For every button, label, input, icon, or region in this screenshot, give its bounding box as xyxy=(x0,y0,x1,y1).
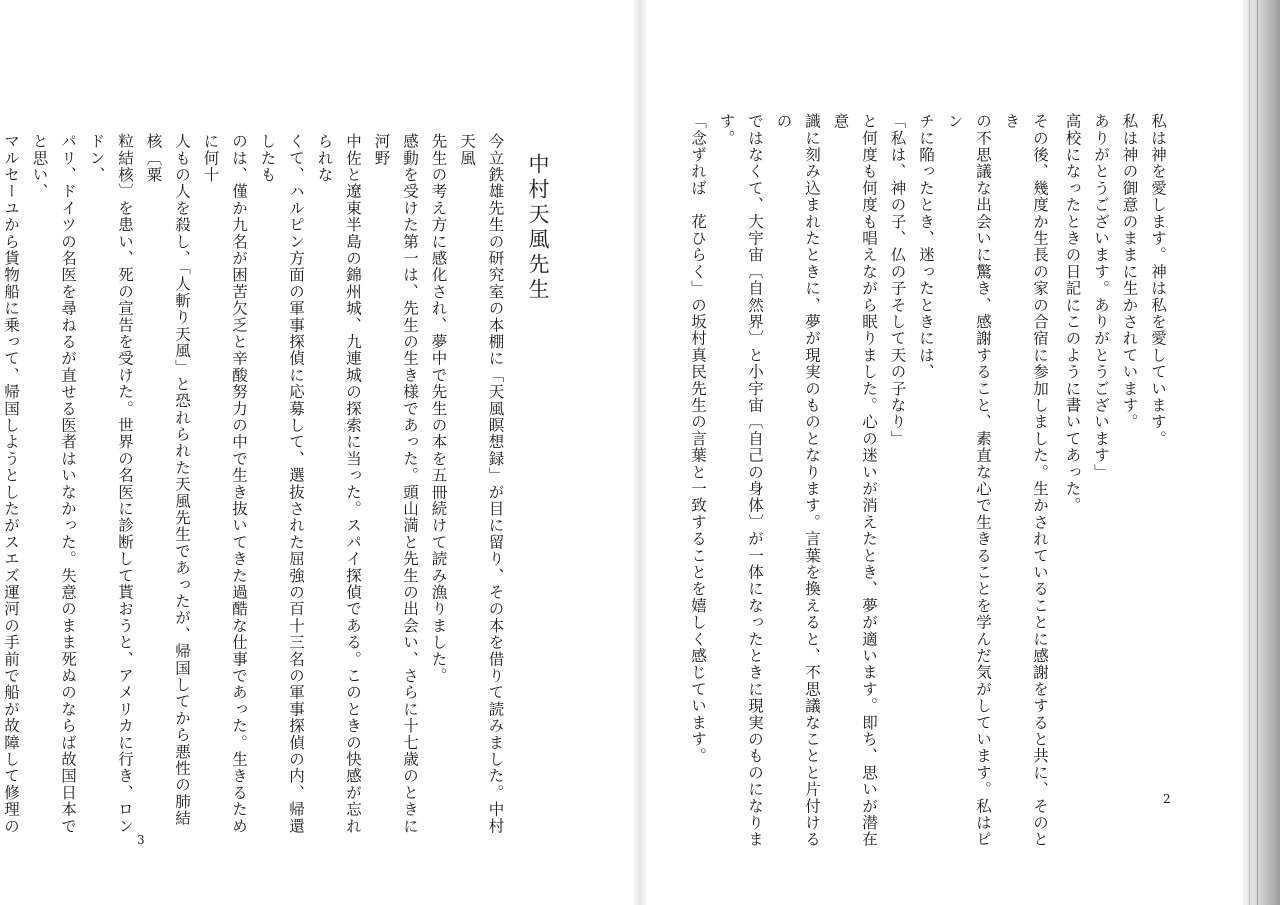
text-line: と何度も何度も唱えながら眠りました。心の迷いが消えたとき、夢が適います。即ち、思いが潜在意 xyxy=(831,113,878,848)
text-line: パリ、ドイツの名医を尋ねるが直せる医者はいなかった。失意のまま死ぬのならば故国日本でと思い、 xyxy=(30,133,77,835)
text-line: 中佐と遼東半島の錦州城、九連城の探索に当った。スパイ探偵である。このときの快感が忘れられな xyxy=(315,133,362,835)
text-line: ではなくて、大宇宙〔自然界〕と小宇宙〔自己の身体〕が一体になったときに現実のものになります。 xyxy=(717,113,764,848)
text-line: 高校になったときの日記にこのように書いてあった。 xyxy=(1063,113,1082,514)
text-line: その後、幾度か生長の家の合宿に参加しました。生かされていることに感謝をすると共に、そのとき xyxy=(1002,113,1049,848)
text-line: 私は神を愛します。神は私を愛しています。 xyxy=(1149,113,1167,447)
page-number-left: 3 xyxy=(137,833,145,847)
text-line: 「私は、神の子、仏の子そして天の子なり」 xyxy=(888,113,907,447)
text-line: チに陥ったとき、迷ったときには、 xyxy=(917,113,935,381)
text-line: 人もの人を殺し、「人斬り天風」と恐れられた天風先生であったが、帰国してから悪性の肺結核〔粟 xyxy=(144,133,191,827)
text-line: マルセーユから貨物船に乗って、帰国しようとしたがスエズ運河の手前で船が故障して修理の xyxy=(2,133,20,835)
text-line: 私は神の御意のままに生かされています。 xyxy=(1120,113,1139,431)
text-line: 「念ずれば 花ひらく」の坂村真民先生の言葉と一致することを嬉しく感じています。 xyxy=(689,113,707,765)
text-line: ありがとうございます。ありがとうございます」 xyxy=(1092,113,1110,481)
page-edge-shadow xyxy=(1243,0,1280,905)
text-line: くて、ハルピン方面の軍事探偵に応募して、選抜された屈強の百十三名の軍事探偵の内、帰還したも xyxy=(258,133,305,835)
right-page-text xyxy=(680,113,1173,858)
left-page-text xyxy=(0,133,552,838)
section-heading: 中村天風先生 xyxy=(526,153,550,303)
text-line: 先生の考え方に感化され、夢中で先生の本を五冊続けて読み漁りました。 xyxy=(429,133,448,685)
text-line: 粒結核〕を患い、死の宣告を受けた。世界の名医に診断して貰おうと、アメリカに行き、ロンドン、 xyxy=(87,133,134,835)
text-line: 感動を受けた第一は、先生の生き様であった。頭山満と先生の出会い、さらに十七歳のときに河野 xyxy=(372,133,419,835)
text-line: 今立鉄雄先生の研究室の本棚に「天風瞑想録」が目に留り、その本を借りて読みました。中村天風 xyxy=(458,133,505,835)
page-gutter xyxy=(634,0,646,905)
page-number-right: 2 xyxy=(1163,792,1171,806)
text-line: のは、僅か九名が困苦欠乏と辛酸努力の中で生き抜いてきた過酷な仕事であった。生きるために何十 xyxy=(201,133,248,835)
text-line: 識に刻み込まれたときに、夢が現実のものとなります。言葉を換えると、不思議なことと片付けるの xyxy=(774,113,821,848)
text-line: の不思議な出会いに驚き、感謝すること、素直な心で生きることを学んだ気がしています。私はピン xyxy=(945,113,992,848)
